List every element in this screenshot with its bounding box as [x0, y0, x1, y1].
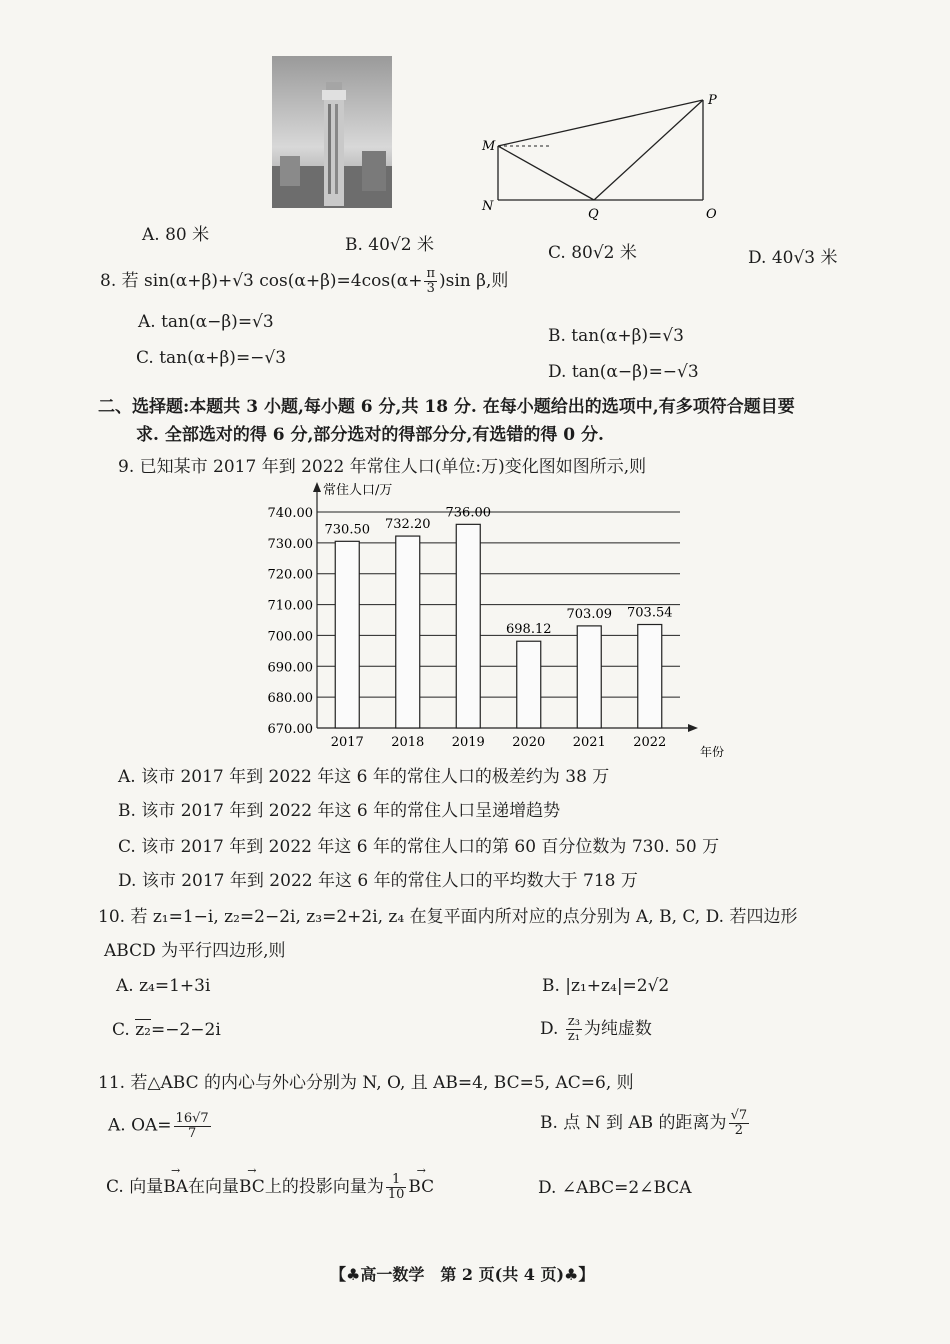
bar-value-label: 698.12	[506, 622, 552, 638]
label-O: O	[706, 207, 717, 222]
q9-option-b: B. 该市 2017 年到 2022 年这 6 年的常住人口呈递增趋势	[118, 801, 561, 821]
q7-option-a: A. 80 米	[142, 225, 210, 245]
q11-c-vector-ba: → BA	[163, 1177, 188, 1197]
tower-photo	[272, 56, 392, 208]
population-bar-chart	[255, 478, 725, 758]
q11-stem: 11. 若△ABC 的内心与外心分别为 N, O, 且 AB=4, BC=5, AC=6, 则	[98, 1073, 634, 1093]
y-tick-label: 670.00	[267, 722, 313, 737]
bar-2017	[335, 541, 359, 728]
q9-option-d: D. 该市 2017 年到 2022 年这 6 年的常住人口的平均数大于 718 万	[118, 871, 638, 891]
label-Q: Q	[588, 207, 599, 222]
q10-d-num: z₃	[567, 1014, 580, 1030]
bar-2018	[396, 536, 420, 728]
q11-a-fraction	[174, 1112, 211, 1140]
q10-c-conjugate: z₂	[135, 1020, 151, 1040]
q8-frac-den: 3	[426, 281, 435, 296]
q10-d-fraction	[566, 1015, 582, 1043]
q8-option-b: B. tan(α+β)=√3	[548, 326, 684, 346]
q9-option-a: A. 该市 2017 年到 2022 年这 6 年的常住人口的极差约为 38 万	[118, 767, 610, 787]
q10-option-b: B. |z₁+z₄|=2√2	[542, 976, 670, 996]
q8-option-a: A. tan(α−β)=√3	[138, 312, 274, 332]
q9-option-c: C. 该市 2017 年到 2022 年这 6 年的常住人口的第 60 百分位数为 730. 50 万	[118, 837, 720, 857]
q11-c-vector-bc2: → BC	[408, 1177, 434, 1197]
q8-frac-num: π	[426, 266, 435, 282]
q10-option-d	[540, 1014, 652, 1044]
section2-line1: 二、选择题:本题共 3 小题,每小题 6 分,共 18 分. 在每小题给出的选项中,有多项符合题目要	[98, 397, 795, 417]
q11-a-num: 16√7	[175, 1111, 209, 1126]
section2-line2: 求. 全部选对的得 6 分,部分选对的得部分分,有选错的得 0 分.	[136, 425, 604, 445]
bar-2020	[517, 641, 541, 728]
q11-c-text2: 在向量	[188, 1177, 239, 1197]
q11-c-text1: C. 向量	[106, 1177, 164, 1197]
x-axis-label: 年份	[700, 745, 725, 758]
q11-b-prefix: B. 点 N 到 AB 的距离为	[540, 1113, 727, 1133]
q9-stem: 9. 已知某市 2017 年到 2022 年常住人口(单位:万)变化图如图所示,则	[118, 457, 647, 477]
q11-a-den: 7	[187, 1125, 197, 1141]
y-axis-arrow	[313, 482, 321, 492]
q8-stem	[100, 266, 508, 296]
q10-d-suffix: 为纯虚数	[583, 1019, 652, 1039]
q11-b-num: √7	[730, 1108, 748, 1124]
q10-c-suffix: =−2−2i	[151, 1020, 221, 1040]
q10-option-a: A. z₄=1+3i	[116, 976, 211, 996]
q11-c-text3: 上的投影向量为	[264, 1177, 384, 1197]
y-tick-label: 740.00	[267, 506, 313, 521]
bar-value-label: 732.20	[385, 517, 431, 533]
q10-d-prefix: D.	[540, 1019, 564, 1039]
bar-value-label: 703.09	[566, 606, 612, 622]
x-tick-label: 2021	[572, 735, 606, 750]
q11-a-prefix: A. OA=	[108, 1115, 172, 1136]
y-tick-label: 700.00	[267, 629, 313, 645]
q8-stem-mid: √3 cos(α+β)=4cos(α+	[232, 271, 423, 291]
q11-option-b	[540, 1108, 751, 1138]
q8-option-c: C. tan(α+β)=−√3	[136, 348, 287, 368]
q11-c-vector-bc: → BC	[239, 1177, 265, 1197]
y-tick-label: 680.00	[267, 691, 313, 707]
x-tick-label: 2018	[391, 735, 425, 750]
label-P: P	[708, 93, 717, 108]
q11-c-num: 1	[386, 1173, 407, 1188]
q11-c-den: 10	[387, 1187, 405, 1202]
q7-option-c: C. 80√2 米	[548, 243, 637, 263]
q8-option-d: D. tan(α−β)=−√3	[548, 362, 699, 382]
geometry-figure	[470, 88, 730, 228]
q11-option-d: D. ∠ABC=2∠BCA	[538, 1178, 692, 1198]
q10-c-prefix: C.	[112, 1020, 136, 1040]
page-footer: 【♣高一数学 第 2 页(共 4 页)♣】	[330, 1265, 595, 1284]
q8-stem-prefix: 8. 若 sin(α+β)+	[100, 271, 233, 291]
x-axis-arrow	[688, 724, 698, 732]
x-tick-label: 2019	[451, 735, 485, 750]
q10-option-c	[112, 1020, 221, 1040]
q10-stem-line1: 10. 若 z₁=1−i, z₂=2−2i, z₃=2+2i, z₄ 在复平面内所对应的点分别为 A, B, C, D. 若四边形	[98, 907, 798, 927]
y-tick-label: 710.00	[267, 598, 313, 614]
q11-b-fraction	[729, 1109, 750, 1137]
label-M: M	[482, 139, 496, 154]
y-tick-label: 690.00	[267, 660, 313, 676]
q11-c-fraction	[386, 1173, 407, 1201]
bar-value-label: 736.00	[445, 505, 491, 521]
x-tick-label: 2017	[330, 735, 364, 750]
bar-value-label: 703.54	[627, 605, 673, 621]
y-tick-label: 720.00	[267, 567, 313, 583]
bar-2019	[456, 524, 480, 728]
bar-2021	[577, 626, 601, 728]
q11-b-den: 2	[734, 1123, 743, 1138]
q10-d-den: z₁	[567, 1029, 580, 1044]
x-tick-label: 2020	[512, 735, 546, 750]
q10-stem-line2: ABCD 为平行四边形,则	[104, 941, 286, 961]
q7-option-b: B. 40√2 米	[345, 235, 434, 255]
q7-option-d: D. 40√3 米	[748, 248, 838, 268]
q8-stem-suffix: )sin β,则	[439, 271, 509, 291]
x-tick-label: 2022	[633, 735, 667, 750]
q11-option-c	[106, 1172, 434, 1202]
y-axis-label: 常住人口/万	[323, 483, 393, 498]
bar-2022	[638, 625, 662, 728]
bar-value-label: 730.50	[324, 522, 370, 538]
q8-fraction	[424, 267, 437, 295]
y-tick-label: 730.00	[267, 536, 313, 552]
q11-option-a	[108, 1112, 213, 1140]
label-N: N	[482, 199, 494, 214]
